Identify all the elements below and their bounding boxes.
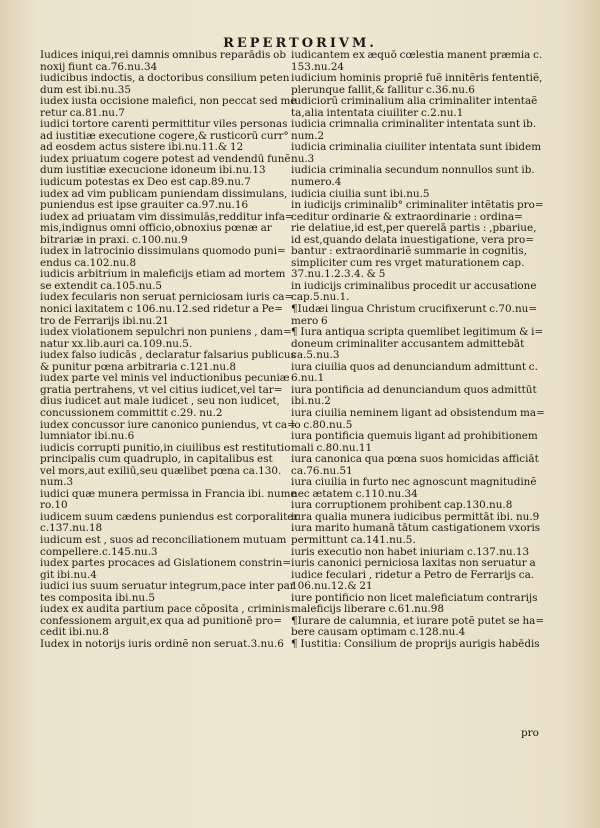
entry-line: 153.nu.24 [291,60,345,73]
entry-line: dum iustitiæ execucione idoneum ibi.nu.13 [40,164,266,177]
entry-line: iudex priuatum cogere potest ad vendendū funẽ [40,152,291,165]
entry-line: iura pontificia ad denunciandum quos admittūt [291,383,537,396]
entry-line: 37.nu.1.2.3.4. & 5 [291,268,386,281]
entry-line: iudicia crimnalia criminaliter intentata sunt ib. [291,118,537,131]
entry-line: bantur : extraordinariẽ summarie in cognitis, [291,245,528,258]
entry-line: iura marito humanā tātum castigationem vxoris [291,522,541,535]
entry-line: iure pontificio non licet maleficiatum contrarijs [291,591,538,604]
entry-line: numero.4 [291,176,342,189]
index-entry [291,50,547,73]
catchword: pro [521,727,539,739]
entry-line: compellere.c.145.nu.3 [40,545,158,558]
entry-line: iudex parte vel minis vel inductionibus pecuniæ [40,372,290,385]
index-entry [40,489,296,512]
index-entry [40,420,296,443]
entry-line: iudicantem ex æquō cœlestia manent præmia c. [291,49,543,61]
entry-line: cap.5.nu.1. [291,291,350,304]
index-entry [291,431,547,454]
index-entry [291,327,547,362]
entry-line: iudex iusta occisione malefici, non peccat sed me [40,95,297,108]
index-entry [40,327,296,350]
entry-line: ad eosdem actus sistere ibi.nu.11.& 12 [40,141,244,154]
entry-line: gratia pertrahens, vt vel citius iudicet,vel tar= [40,383,283,396]
entry-line: iudicia criminalia ciuiliter intentata sunt ibidem [291,141,542,154]
entry-line: principalis cum quadruplo, in capitalibus est [40,453,273,466]
entry-line: ¶ Iura antiqua scripta quemlibet legitimum & i= [291,326,544,339]
index-entry [40,212,296,247]
entry-line: noxij fiunt ca.76.nu.34 [40,60,158,73]
index-entry [40,50,296,73]
index-entry [40,373,296,419]
entry-line: iudici quæ munera permissa in Francia ibi. nume [40,487,297,500]
entry-line: Iudex in notorijs iuris ordinẽ non seruat.3.nu.6 [40,637,284,650]
entry-line: retur ca.81.nu.7 [40,106,125,119]
entry-line: vel mors,aut exiliū,seu quælibet pœna ca.130. [40,464,282,477]
index-entry [40,119,296,154]
entry-line: iudicium hominis propriẽ fuẽ innitẽris fententiẽ, [291,72,543,85]
index-entry [291,523,547,546]
index-entry [291,73,547,96]
entry-line: iudiciorū criminalium alia criminaliter intentaẽ [291,95,538,108]
entry-line: natur xx.lib.auri ca.109.nu.5. [40,337,193,350]
entry-line: iura qualia munera iudicibus permittāt ibi. nu.9 [291,510,540,523]
entry-line: iudex ad vim publicam puniendam dissimulans, [40,187,288,200]
index-entry [291,454,547,477]
index-entry [291,616,547,639]
index-entry [40,639,296,651]
entry-line: iudex ex audita partium pace cōposita , criminis [40,603,291,616]
entry-line: concussionem committit c.29. nu.2 [40,406,223,419]
entry-line: ibi.nu.2 [291,395,331,408]
index-entry [40,292,296,327]
entry-line: iura ciuilia quos ad denunciandum admittunt c. [291,360,538,373]
index-entry [291,165,547,188]
index-entry [291,142,547,165]
entry-line: iudicum potestas ex Deo est cap.89.nu.7 [40,176,251,189]
index-entry [291,593,547,616]
entry-line: iudici ius suum seruatur integrum,pace inter par [40,580,295,593]
entry-line: iudex violationem sepulchri non puniens , dam= [40,326,292,339]
index-entry [40,535,296,558]
entry-line: ro.10 [40,499,68,512]
index-entry [291,408,547,431]
entry-line: simpliciter cum res vrget maturationem cap. [291,256,525,269]
entry-line: se extendit ca.105.nu.5 [40,279,163,292]
index-entry [40,510,299,535]
entry-line: iudicem suum cædens puniendus est corporaliter [40,510,299,523]
entry-line: in iudicijs criminalibus procedit ur accusatione [291,279,537,292]
entry-line: iudice feculari , ridetur a Petro de Ferrarijs ca. [291,568,535,581]
index-entry [40,269,296,292]
entry-line: iudicibus indoctis, a doctoribus consilium peten [40,72,290,85]
entry-line: bere causam optimam c.128.nu.4 [291,626,466,639]
index-entry [40,604,296,639]
entry-line: iudex partes procaces ad Gislationem constrin= [40,557,292,570]
index-entry [40,246,296,269]
running-header: REPERTORIVM. [223,36,377,51]
index-entry [291,385,547,408]
entry-line: permittunt ca.141.nu.5. [291,533,416,546]
entry-line: iuris executio non habet iniuriam c.137.nu.13 [291,545,530,558]
entry-line: iudex fecularis non seruat perniciosam iuris ca= [40,291,294,304]
entry-line: nec ætatem c.110.nu.34 [291,487,418,500]
entry-line: lumniator ibi.nu.6 [40,430,135,443]
index-entry [40,189,296,212]
index-entry [291,119,547,142]
entry-line: iura canonica qua pœna suos homicidas afficiāt [291,453,539,466]
index-entry [40,558,296,581]
entry-line: iudex in latrocinio dissimulans quomodo puni= [40,245,286,258]
entry-line: num.3 [40,476,74,489]
entry-line: endus ca.102.nu.8 [40,256,137,269]
entry-line: iura corruptionem prohibent cap.130.nu.8 [291,499,513,512]
index-entry [40,350,296,373]
entry-line: lo c.80.nu.5 [291,418,353,431]
entry-line: iudicis corrupti punitio,in ciuilibus est restitutio [40,441,291,454]
entry-line: iudex falso iudicās , declaratur falsarius publicus [40,349,296,362]
entry-line: iudici tortore carenti permittitur viles personas [40,118,288,131]
entry-line: ca.76.nu.51 [291,464,353,477]
entry-line: confessionem arguit,ex qua ad punitionē pro= [40,614,282,627]
entry-line: mero 6 [291,314,328,327]
index-entry [291,362,547,385]
index-entry [291,477,547,500]
entry-line: rie delatiue,id est,per querelā partis : ,pbariue, [291,222,537,235]
entry-line: tes composita ibi.nu.5 [40,591,156,604]
entry-line: iuris canonici perniciosa laxitas non seruatur a [291,557,536,570]
entry-line: id est,quando delata inuestigatione, vera pro= [291,233,534,246]
entry-line: dum est ibi.nu.35 [40,83,131,96]
entry-line: ¶Iurare de calumnia, et iurare potẽ putet se ha= [291,614,545,627]
entry-line: dius iudicet aut male iudicet , seu non iudicet, [40,395,280,408]
entry-line: ad iustitiæ executione cogere,& rusticorū curr° [40,129,289,142]
entry-line: in iudicijs criminalib° criminaliter intẽtatis pro= [291,199,544,212]
entry-line: ¶Iudæi lingua Christum crucifixerunt c.70.nu= [291,303,538,316]
index-entry [291,281,547,304]
entry-line: mis,indignus omni officio,obnoxius pœnæ ar [40,222,272,235]
index-entry [40,154,296,177]
entry-line: nu.3 [291,152,315,165]
entry-line: cedit ibi.nu.8 [40,626,109,639]
index-entry [291,639,547,651]
index-entry [40,581,296,604]
entry-line: num.2 [291,129,325,142]
index-entry [40,443,296,489]
entry-line: iudex ad priuatam vim dissimulās,redditur infa= [40,210,294,223]
entry-line: iura ciuilia neminem ligant ad obsistendum ma= [291,406,545,419]
entry-line: c.137.nu.18 [40,522,103,535]
entry-line: tro de Ferrarijs ibi.nu.21 [40,314,169,327]
right-column [291,50,547,650]
entry-line: ta,alia intentata ciuiliter c.2.nu.1 [291,106,464,119]
entry-line: mali c.80.nu.11 [291,441,373,454]
entry-line: ca.5.nu.3 [291,349,340,362]
entry-line: ¶ Iustitia: Consilium de proprijs aurigis habēdis [291,637,540,650]
entry-line: iudicia criminalia secundum nonnullos sunt ib. [291,164,535,177]
index-entry [40,73,296,96]
index-entry [291,558,547,593]
entry-line: ceditur ordinarie & extraordinarie : ordina= [291,210,523,223]
entry-line: iudicia ciuilia sunt ibi.nu.5 [291,187,430,200]
entry-line: iudex concussor iure canonico puniendus, vt ca= [40,418,296,431]
index-entry [291,200,547,281]
index-entry [40,177,296,189]
entry-line: maleficijs liberare c.61.nu.98 [291,603,445,616]
entry-line: puniendus est ipse grauiter ca.97.nu.16 [40,199,249,212]
entry-line: 106.nu.12.& 21 [291,580,373,593]
entry-line: iudicis arbitrium in maleficijs etiam ad mortem [40,268,286,281]
entry-line: & punitur pœna arbitraria c.121.nu.8 [40,360,236,373]
entry-line: bitrariæ in praxi. c.100.nu.9 [40,233,188,246]
index-entry [40,96,296,119]
entry-line: git ibi.nu.4 [40,568,97,581]
index-entry [291,96,547,119]
entry-line: plerunque fallit,& fallitur c.36.nu.6 [291,83,475,96]
entry-line: iura ciuilia in furto nec agnoscunt magnitudinẽ [291,476,537,489]
entry-line: nonici laxitatem c 106.nu.12.sed ridetur a Pe= [40,303,283,316]
entry-line: iura pontificia quemuis ligant ad prohibitionem [291,430,538,443]
left-column [40,49,299,650]
index-entry [291,304,547,327]
entry-line: iudicum est , suos ad reconciliationem mutuam [40,533,287,546]
entry-line: 6.nu.1 [291,372,325,385]
entry-line: Iudices iniqui,rei damnis omnibus reparādis ob [40,49,287,61]
entry-line: doneum criminaliter accusantem admittebāt [291,337,525,350]
